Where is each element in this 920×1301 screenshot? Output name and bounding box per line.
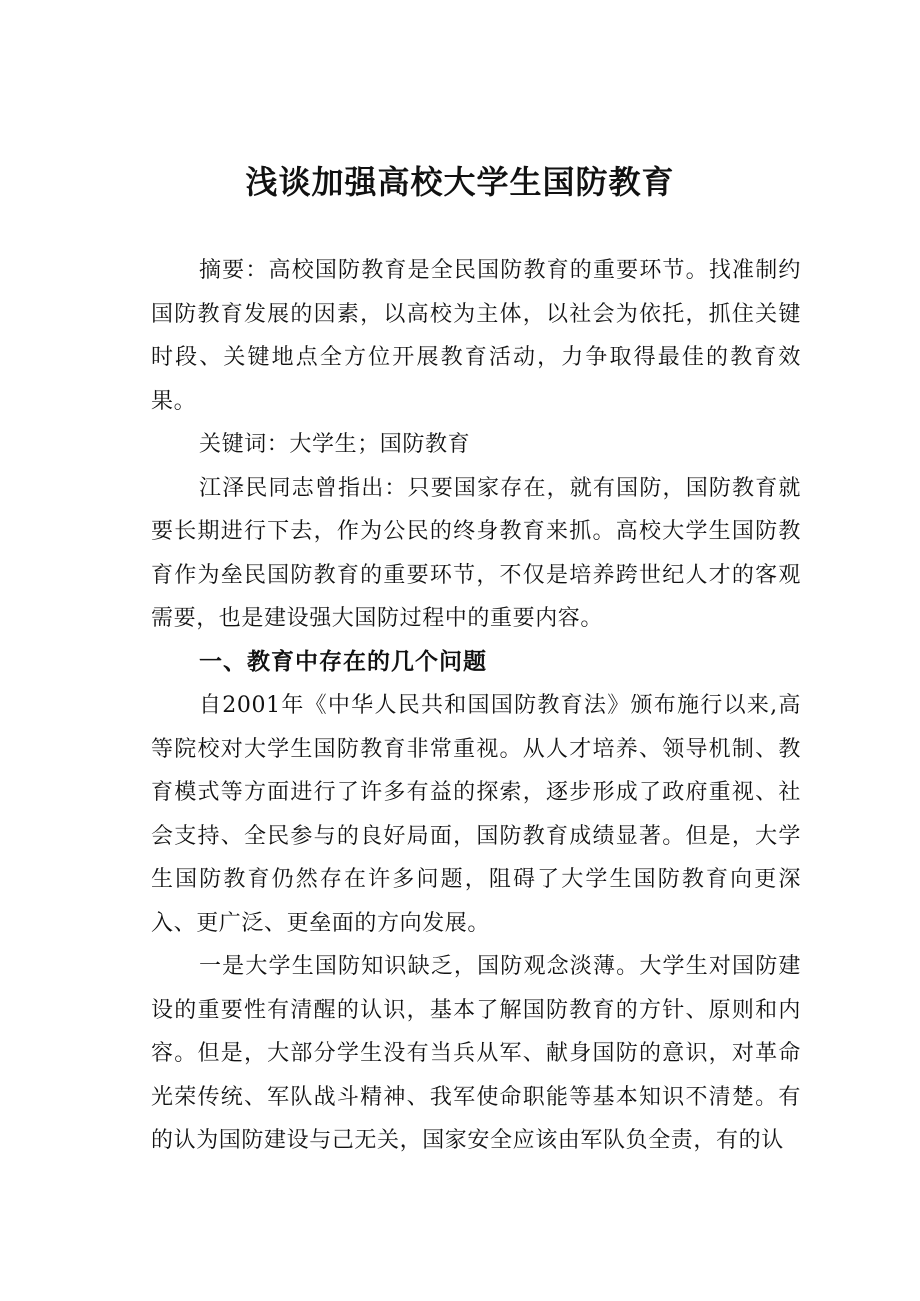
- keywords-text: 大学生；国防教育: [289, 432, 471, 457]
- section-paragraph-2: 一是大学生国防知识缺乏，国防观念淡薄。大学生对国防建设的重要性有清醒的认识，基本了解国防教育的方针、原则和内容。但是，大部分学生没有当兵从军、献身国防的意识，对革命光荣传统、军队战斗精神、我军使命职能等基本知识不清楚。有的认为国防建设与己无关，国家安全应该由军队负全责，有的认: [151, 954, 801, 1153]
- intro-paragraph: 江泽民同志曾指出：只要国家存在，就有国防，国防教育就要长期进行下去，作为公民的终身教育来抓。高校大学生国防教育作为垒民国防教育的重要环节，不仅是培养跨世纪人才的客观需要，也是建设强大国防过程中的重要内容。: [151, 475, 801, 631]
- page-title: 浅谈加强高校大学生国防教育: [245, 163, 675, 201]
- abstract-label: 摘要：: [199, 258, 269, 283]
- section-paragraph-1: 自2001年《中华人民共和国国防教育法》颁布施行以来,高等院校对大学生国防教育非常重视。从人才培养、领导机制、教育模式等方面进行了许多有益的探索，逐步形成了政府重视、社会支持、全民参与的良好局面，国防教育成绩显著。但是，大学生国防教育仍然存在许多问题，阻碍了大学生国防教育向更深入、更广泛、更垒面的方向发展。: [151, 693, 801, 936]
- section-heading: 一、教育中存在的几个问题: [199, 648, 487, 675]
- abstract-paragraph: [151, 249, 801, 423]
- abstract-text: 高校国防教育是全民国防教育的重要环节。找准制约国防教育发展的因素，以高校为主体，以社会为依托，抓住关键时段、关键地点全方位开展教育活动，力争取得最佳的教育效果。: [151, 258, 801, 414]
- document-body: [151, 249, 801, 1163]
- keywords-paragraph: [151, 423, 801, 467]
- keywords-label: 关键词：: [199, 432, 290, 457]
